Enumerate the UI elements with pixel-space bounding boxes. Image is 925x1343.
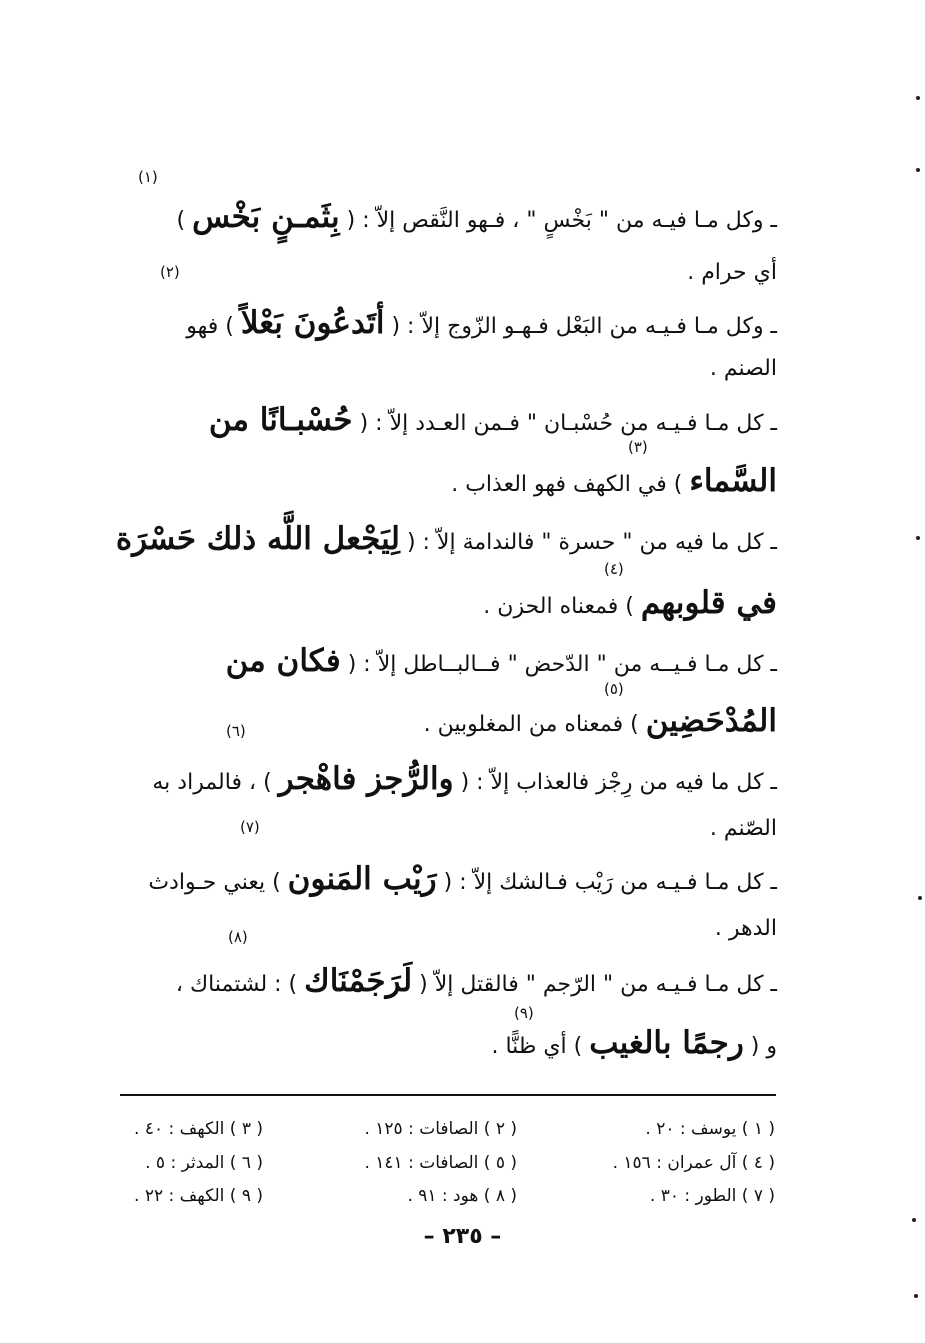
scan-speck: [916, 168, 920, 172]
footnote-marker: (٨): [228, 928, 248, 946]
quran-quote: بِثَمـنٍ بَخْس: [192, 199, 340, 235]
footnote-item: ( ٨ ) هود : ٩١ .: [407, 1186, 517, 1206]
entry-line: ـ كل مـا فـيـه من " الرّجم " فالقتل إلاّ ( لَرَجَمْنَاك ) : لشتمناك ،: [175, 963, 777, 999]
scan-speck: [916, 536, 920, 540]
entry-line: الدهر .: [714, 916, 777, 941]
footnote-marker: (٣): [628, 438, 648, 456]
footnote-item: ( ١ ) يوسف : ٢٠ .: [645, 1119, 775, 1139]
quran-quote: فكان من: [225, 643, 341, 679]
footnote-marker: (٩): [514, 1004, 534, 1022]
quran-quote: في قلوبهم: [640, 585, 777, 621]
quran-quote: المُدْحَضِين: [645, 703, 777, 739]
footnote-item: ( ٥ ) الصافات : ١٤١ .: [364, 1153, 517, 1173]
quran-quote: لَرَجَمْنَاك: [304, 963, 413, 999]
quran-quote: السَّماء: [689, 463, 777, 499]
footnote-marker: (٢): [160, 263, 180, 281]
entry-line: ـ كل مـا فـيــه من " الدّحض " فــالبــاطل إلاّ : ( فكان من: [225, 643, 777, 679]
entry-line: الصّنم .: [709, 816, 777, 841]
footnote-item: ( ٣ ) الكهف : ٤٠ .: [134, 1119, 263, 1139]
entry-line: ـ وكل مـا فيـه من " بَخْسٍ " ، فـهو النَّقص إلاّ : ( بِثَمـنٍ بَخْس ): [176, 199, 777, 235]
footnote-marker: (٤): [604, 560, 624, 578]
entry-line: الصنم .: [709, 356, 777, 381]
entry-line: المُدْحَضِين ) فمعناه من المغلوبين .: [423, 703, 777, 739]
scan-speck: [918, 896, 922, 900]
footnote-marker: (٥): [604, 680, 624, 698]
quran-quote: والرُّجز فاهْجر: [278, 761, 454, 797]
scan-speck: [912, 1218, 916, 1222]
footnote-divider: [120, 1094, 776, 1096]
entry-line: أي حرام .: [687, 260, 777, 285]
footnote-item: ( ٧ ) الطور : ٣٠ .: [649, 1186, 775, 1206]
quran-quote: رَيْب المَنون: [287, 861, 437, 897]
footnote-marker: (١): [138, 168, 158, 186]
footnote-marker: (٦): [226, 722, 246, 740]
entry-line: السَّماء ) في الكهف فهو العذاب .: [451, 463, 777, 499]
footnote-item: ( ٩ ) الكهف : ٢٢ .: [134, 1186, 263, 1206]
entry-line: ـ كل ما فيه من " حسرة " فالندامة إلاّ : ( لِيَجْعل اللَّه ذلك حَسْرَة: [115, 521, 777, 557]
page-number: – ٢٣٥ –: [423, 1224, 502, 1249]
entry-line: ـ وكل مـا فـيـه من البَعْل فـهـو الزّوج إلاّ : ( أتَدعُونَ بَعْلاً ) فهو: [186, 305, 777, 341]
entry-line: ـ كل مـا فـيـه من رَيْب فـالشك إلاّ : ( رَيْب المَنون ) يعني حـوادث: [148, 861, 777, 897]
quran-quote: أتَدعُونَ بَعْلاً: [240, 305, 385, 341]
entry-line: و ( رجمًا بالغيب ) أي ظنًّا .: [491, 1025, 777, 1061]
entry-line: ـ كل مـا فـيـه من حُسْبـان " فـمن العـدد إلاّ : ( حُسْبـانًا من: [208, 402, 777, 438]
quran-quote: رجمًا بالغيب: [589, 1025, 744, 1061]
footnote-item: ( ٦ ) المدثر : ٥ .: [145, 1153, 263, 1173]
entry-line: في قلوبهم ) فمعناه الحزن .: [483, 585, 777, 621]
footnote-marker: (٧): [240, 818, 260, 836]
entry-line: ـ كل ما فيه من رِجْز فالعذاب إلاّ : ( والرُّجز فاهْجر ) ، فالمراد به: [152, 761, 777, 797]
scan-speck: [914, 1294, 918, 1298]
quran-quote: حُسْبـانًا من: [208, 402, 353, 438]
quran-quote: لِيَجْعل اللَّه ذلك حَسْرَة: [115, 521, 400, 557]
footnote-item: ( ٤ ) آل عمران : ١٥٦ .: [612, 1153, 775, 1173]
footnote-item: ( ٢ ) الصافات : ١٢٥ .: [364, 1119, 517, 1139]
scan-speck: [916, 96, 920, 100]
